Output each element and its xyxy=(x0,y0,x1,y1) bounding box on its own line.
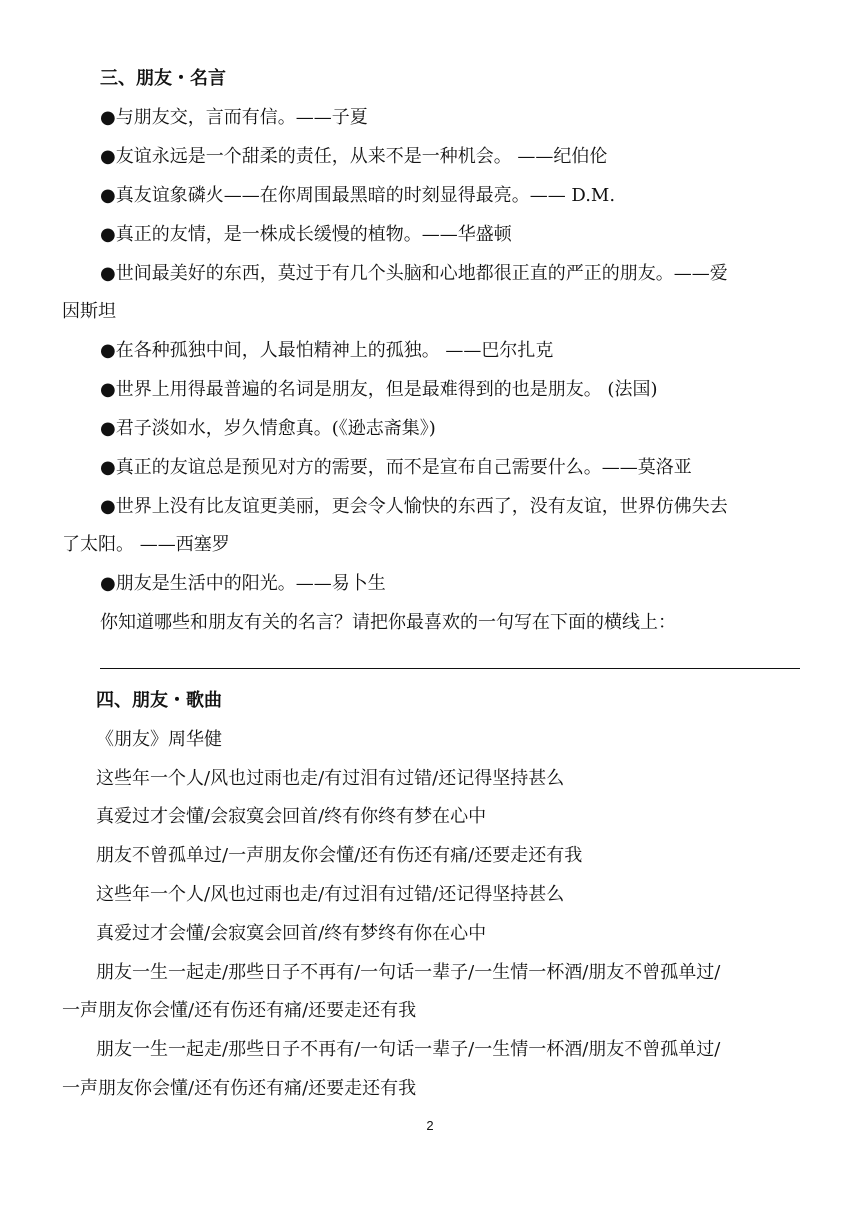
quote-line-continuation: 因斯坦 xyxy=(62,301,116,322)
quote-line: ●真正的友谊总是预见对方的需要，而不是宣布自己需要什么。——莫洛亚 xyxy=(100,457,692,478)
quote-line: ●世界上没有比友谊更美丽，更会令人愉快的东西了，没有友谊，世界仿佛失去 xyxy=(100,496,728,517)
quote-line: ●君子淡如水，岁久情愈真。(《逊志斋集》) xyxy=(100,418,436,439)
quote-line: ●世间最美好的东西，莫过于有几个头脑和心地都很正直的严正的朋友。——爱 xyxy=(100,263,728,284)
quote-line: ●在各种孤独中间，人最怕精神上的孤独。 ——巴尔扎克 xyxy=(100,340,554,361)
section-heading-quotes: 三、朋友・名言 xyxy=(100,68,226,89)
page-number: 2 xyxy=(426,1118,434,1133)
lyric-line: 这些年一个人/风也过雨也走/有过泪有过错/还记得坚持甚么 xyxy=(96,768,565,789)
quote-line: ●友谊永远是一个甜柔的责任，从来不是一种机会。 ——纪伯伦 xyxy=(100,146,608,167)
lyric-line-continuation: 一声朋友你会懂/还有伤还有痛/还要走还有我 xyxy=(62,1000,417,1021)
quote-line: ●朋友是生活中的阳光。——易卜生 xyxy=(100,573,386,594)
lyric-line-continuation: 一声朋友你会懂/还有伤还有痛/还要走还有我 xyxy=(62,1078,417,1099)
lyric-line: 朋友一生一起走/那些日子不再有/一句话一辈子/一生情一杯酒/朋友不曾孤单过/ xyxy=(96,962,721,983)
song-title: 《朋友》周华健 xyxy=(96,729,222,750)
lyric-line: 这些年一个人/风也过雨也走/有过泪有过错/还记得坚持甚么 xyxy=(96,884,565,905)
section-heading-song: 四、朋友・歌曲 xyxy=(96,690,222,711)
lyric-line: 朋友不曾孤单过/一声朋友你会懂/还有伤还有痛/还要走还有我 xyxy=(96,845,583,866)
quote-prompt: 你知道哪些和朋友有关的名言？请把你最喜欢的一句写在下面的横线上： xyxy=(100,612,676,633)
quote-line: ●真正的友情，是一株成长缓慢的植物。——华盛顿 xyxy=(100,224,512,245)
answer-line xyxy=(100,668,800,669)
quote-line: ●与朋友交，言而有信。——子夏 xyxy=(100,107,368,128)
quote-line: ●真友谊象磷火——在你周围最黑暗的时刻显得最亮。—— D.M. xyxy=(100,185,616,206)
lyric-line: 真爱过才会懂/会寂寞会回首/终有梦终有你在心中 xyxy=(96,923,487,944)
quote-line: ●世界上用得最普遍的名词是朋友，但是最难得到的也是朋友。 (法国) xyxy=(100,379,658,400)
lyric-line: 朋友一生一起走/那些日子不再有/一句话一辈子/一生情一杯酒/朋友不曾孤单过/ xyxy=(96,1039,721,1060)
lyric-line: 真爱过才会懂/会寂寞会回首/终有你终有梦在心中 xyxy=(96,806,487,827)
quote-line-continuation: 了太阳。 ——西塞罗 xyxy=(62,534,230,555)
